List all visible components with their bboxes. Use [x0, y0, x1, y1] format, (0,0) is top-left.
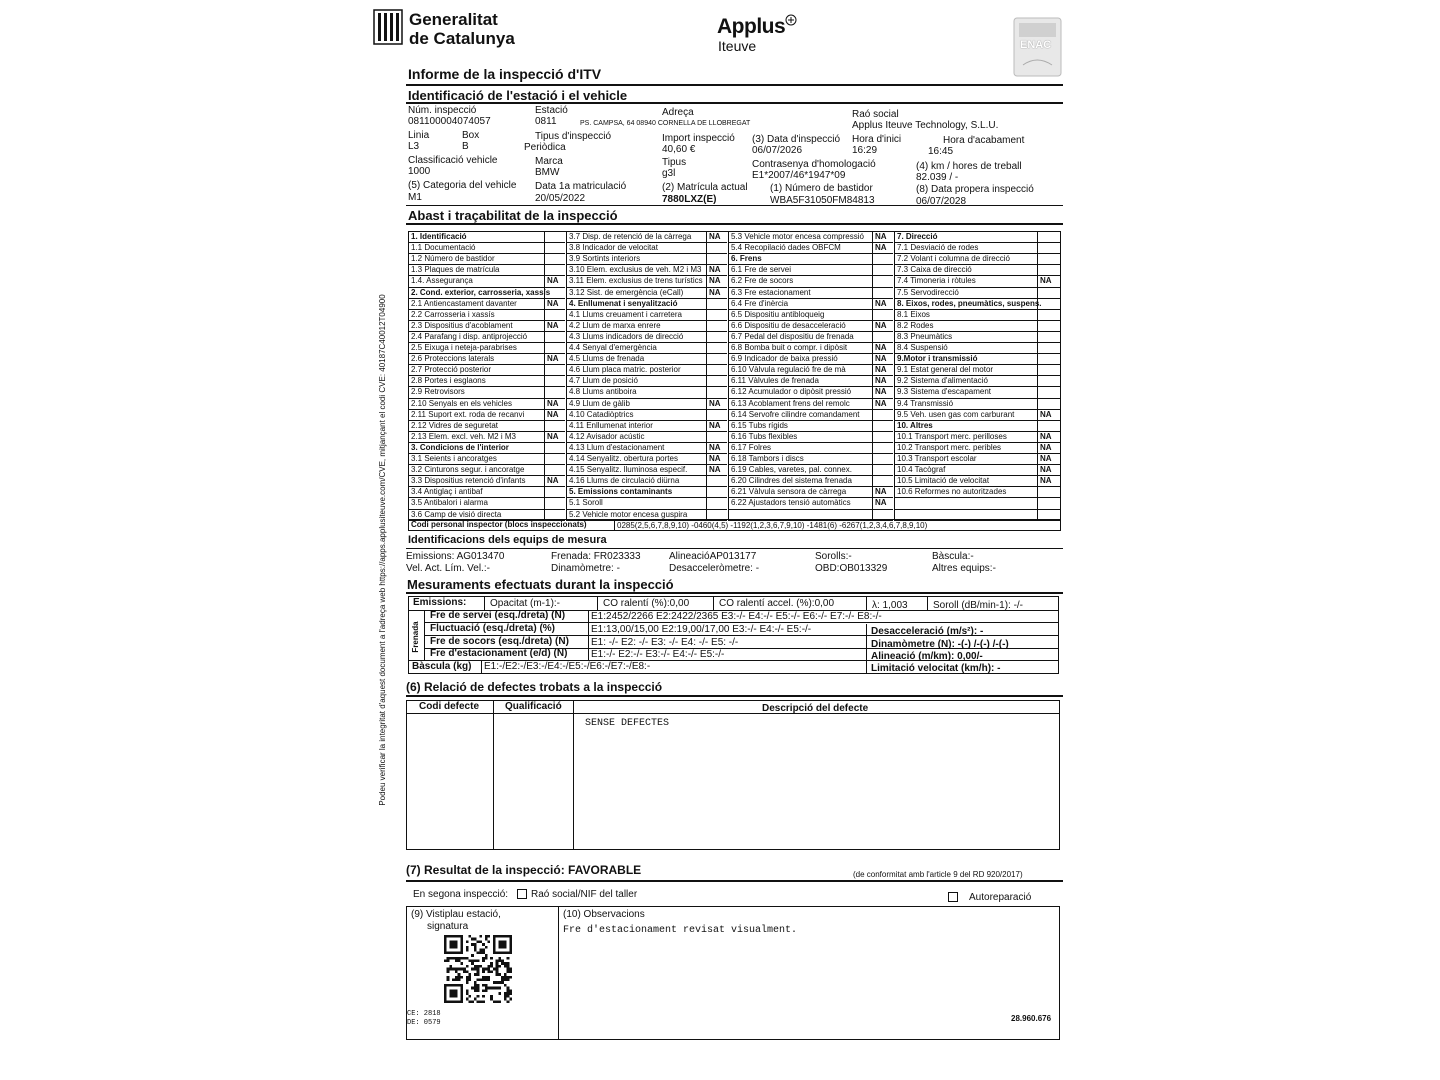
data-insp-value: 06/07/2026 [752, 145, 803, 156]
equip-entry: AlineacióAP013177 [669, 551, 757, 562]
na-mark: NA [875, 498, 887, 508]
box-label: Box [462, 130, 480, 141]
na-mark: NA [709, 420, 721, 430]
inspection-item: 3.3 Dispositius retenció d'infants [411, 476, 526, 486]
inspection-item: 2.9 Retrovisors [411, 387, 465, 397]
inspection-item: 2. Cond. exterior, carrosseria, xassís [411, 287, 551, 297]
na-mark: NA [875, 232, 887, 241]
equips-section-title: Identificacions dels equips de mesura [408, 534, 607, 546]
inspection-item: 6.6 Dispositiu de desacceleració [731, 320, 846, 330]
na-mark: NA [875, 387, 887, 397]
inspection-item: 6.2 Fre de socors [731, 276, 794, 286]
tipus-insp-value: Periòdica [524, 142, 566, 153]
inspection-item: 6.8 Bomba buit o compr. i dipòsit [731, 343, 848, 352]
inspection-item: 6.14 Servofre cilindre comandament [731, 409, 860, 419]
fre-servei-label: Fre de servei (esq./dreta) (N) [430, 610, 566, 621]
emissions-label: Emissions: [413, 597, 467, 608]
na-mark: NA [709, 442, 721, 452]
alineacio-value: Alineació (m/km): 0,00/- [871, 651, 983, 662]
inspection-item: 5.2 Vehicle motor encesa guspira [569, 509, 688, 519]
data-matric-value: 20/05/2022 [535, 193, 586, 204]
ce-code: CE: 2818 [407, 1010, 441, 1018]
na-mark: NA [875, 376, 887, 386]
na-mark: NA [709, 454, 721, 463]
inspection-item: 9.3 Sistema d'escapament [897, 387, 992, 397]
inspection-item: 6.9 Indicador de baixa pressió [731, 354, 838, 364]
page-title: Informe de la inspecció d'ITV [408, 66, 602, 82]
na-mark: NA [1040, 465, 1052, 475]
inspection-item: 2.12 Vidres de seguretat [411, 420, 499, 430]
inspection-item: 7.3 Caixa de direcció [897, 265, 972, 275]
inspection-item: 4.10 Catadiòptrics [569, 409, 634, 419]
inspection-item: 3.6 Camp de visió directa [411, 509, 502, 519]
inspection-item: 4. Enllumenat i senyalització [569, 298, 678, 308]
homolog-value: E1*2007/46*1947*09 [752, 170, 846, 181]
co-ralenti-value: CO ralentí (%):0,00 [603, 598, 690, 609]
inspection-item: 4.16 Llums de circulació diürna [569, 476, 680, 486]
document-serial: 28.960.676 [1011, 1014, 1052, 1023]
inspection-item: 6.13 Acoblament frens del remolc [731, 398, 850, 408]
col-qualificacio: Qualificació [505, 701, 562, 712]
inspection-item: 3.2 Cinturons segur. i ancoratge [411, 465, 525, 475]
inspection-item: 6.21 Vàlvula sensora de càrrega [731, 487, 847, 497]
autoreparacio-label: Autoreparació [969, 892, 1032, 903]
inspection-item: 5.1 Soroll [569, 498, 603, 508]
col-descripcio: Descripció del defecte [762, 703, 869, 714]
inspection-item: 6.16 Tubs flexibles [731, 431, 798, 441]
data-matric-label: Data 1a matriculació [535, 181, 627, 192]
enac-label: ENAC [1020, 39, 1052, 51]
equip-entry: Desacceleròmetre: - [669, 563, 760, 574]
inspection-item: 5.3 Vehicle motor encesa compressió [731, 232, 864, 241]
na-mark: NA [547, 409, 559, 419]
inspection-item: 7.2 Volant i columna de direcció [897, 254, 1010, 264]
generalitat-logo [373, 9, 403, 45]
equip-entry: Sorolls:- [815, 551, 852, 562]
km-value: 82.039 / - [916, 172, 959, 183]
adreca-value: PS. CAMPSA, 64 08940 CORNELLA DE LLOBREGAT [580, 120, 751, 127]
inspection-item: 3.7 Disp. de retenció de la càrrega [569, 232, 692, 241]
propera-label: (8) Data propera inspecció [916, 184, 1034, 195]
inspection-item: 9.2 Sistema d'alimentació [897, 376, 988, 386]
box-value: B [462, 141, 469, 152]
bascula-label: Bàscula (kg) [412, 661, 472, 672]
equip-entry: OBD:OB013329 [815, 563, 888, 574]
inspection-item: 4.6 Llum placa matric. posterior [569, 365, 681, 375]
bastidor-label: (1) Número de bastidor [770, 183, 873, 194]
inspection-item: 3.11 Elem. exclusius de trens turístics [569, 276, 703, 286]
ident-section-title: Identificació de l'estació i el vehicle [408, 88, 628, 103]
inspection-item: 4.14 Senyalitz. obertura portes [569, 454, 678, 463]
fre-socors-value: E1: -/- E2: -/- E3: -/- E4: -/- E5: -/- [591, 637, 739, 648]
vistiplau-label-2: signatura [427, 921, 469, 932]
inspection-item: 6.15 Tubs rígids [731, 420, 788, 430]
inspection-item: 3.12 Sist. de emergència (eCall) [569, 287, 684, 297]
na-mark: NA [875, 354, 887, 364]
matricula-label: (2) Matrícula actual [662, 182, 748, 193]
inspection-item: 1.1 Documentació [411, 243, 476, 253]
fluctuacio-value: E1:13,00/15,00 E2:19,00/17,00 E3:-/- E4:-/- E5:-/- [591, 624, 812, 635]
bastidor-value: WBA5F31050FM84813 [770, 195, 875, 206]
na-mark: NA [1040, 431, 1052, 441]
na-mark: NA [709, 265, 721, 275]
inspection-item: 3.8 Indicador de velocitat [569, 243, 658, 253]
inspection-item: 7.4 Timoneria i ròtules [897, 276, 976, 286]
na-mark: NA [1040, 276, 1052, 286]
segona-inspeccio-label: En segona inspecció: [413, 889, 509, 900]
defecte-descripcio: SENSE DEFECTES [585, 718, 670, 729]
hora-acab-label: Hora d'acabament [943, 135, 1025, 146]
equip-entry: Dinamòmetre: - [551, 563, 620, 574]
inspection-item: 8.2 Rodes [897, 320, 934, 330]
na-mark: NA [875, 298, 887, 308]
inspection-item: 5. Emissions contaminants [569, 487, 673, 497]
inspection-item: 2.13 Elem. excl. veh. M2 i M3 [411, 431, 516, 441]
inspection-item: 4.9 Llum de gàlib [569, 398, 630, 408]
inspection-item: 2.1 Antiencastament davanter [411, 298, 517, 308]
inspection-item: 4.8 Llums antiboira [569, 387, 637, 397]
na-mark: NA [1040, 454, 1052, 463]
inspection-item: 6.5 Dispositiu antibloqueig [731, 309, 825, 319]
inspection-item: 8.4 Suspensió [897, 343, 948, 352]
frenada-vertical-label: Frenada [411, 621, 420, 653]
import-label: Import inspecció [662, 133, 735, 144]
adreca-label: Adreça [662, 107, 694, 118]
inspection-item: 4.4 Senyal d'emergència [569, 343, 657, 352]
inspection-item: 10.5 Limitació de velocitat [897, 476, 990, 486]
inspection-item: 4.3 Llums indicadors de direcció [569, 331, 684, 341]
tipus-value: g3l [662, 168, 676, 179]
propera-value: 06/07/2028 [916, 196, 967, 207]
defectes-section-title: (6) Relació de defectes trobats a la inspecció [406, 680, 663, 694]
inspection-item: 1.3 Plaques de matrícula [411, 265, 500, 275]
num-inspeccio-value: 081100004074057 [408, 116, 491, 127]
estacio-value: 0811 [535, 116, 557, 127]
na-mark: NA [875, 320, 887, 330]
inspection-item: 2.2 Carrosseria i xassís [411, 309, 495, 319]
rao-value: Applus Iteuve Technology, S.L.U. [852, 120, 999, 131]
inspection-item: 6.10 Vàlvula regulació fre de mà [731, 365, 846, 375]
codi-inspector-label: Codi personal inspector (blocs inspeccionats) [411, 520, 587, 529]
marca-value: BMW [535, 167, 560, 178]
inspection-item: 3.4 Antiglaç i antibaf [411, 487, 483, 497]
inspection-item: 10.2 Transport merc. peribles [897, 442, 1002, 452]
inspection-item: 10.3 Transport escolar [897, 454, 977, 463]
inspection-item: 8. Eixos, rodes, pneumàtics, suspens. [897, 298, 1042, 308]
inspection-item: 6.11 Vàlvules de frenada [731, 376, 819, 386]
na-mark: NA [709, 276, 721, 286]
categoria-label: (5) Categoria del vehicle [408, 180, 517, 191]
verification-side-note: Podeu verificar la integritat d'aquest document a l'adreça web https://apps.applusiteuve.com/CVE, mitjançant el codi CVE: 40187C40012T04900 [378, 294, 387, 806]
km-label: (4) km / hores de treball [916, 161, 1022, 172]
inspection-item: 3.10 Elem. exclusius de veh. M2 i M3 [569, 265, 702, 275]
resultat-note: (de conformitat amb l'article 9 del RD 920/2017) [853, 870, 1023, 879]
applus-subbrand: Iteuve [718, 38, 757, 54]
inspection-item: 4.12 Avisador acústic [569, 431, 645, 441]
applus-plus-icon [785, 13, 797, 25]
na-mark: NA [1040, 476, 1052, 486]
inspection-item: 6.1 Fre de servei [731, 265, 792, 275]
applus-logo: Applus [717, 15, 786, 38]
inspection-item: 7.5 Servodirecció [897, 287, 959, 297]
inspection-item: 3.5 Antibalori i alarma [411, 498, 488, 508]
na-mark: NA [547, 276, 559, 286]
defectes-table [406, 700, 1060, 850]
matricula-value: 7880LXZ(E) [662, 194, 717, 205]
inspection-item: 6.19 Cables, varetes, pal. connex. [731, 465, 852, 475]
inspection-item: 2.10 Senyals en els vehicles [411, 398, 512, 408]
import-value: 40,60 € [662, 144, 696, 155]
inspection-item: 6.3 Fre estacionament [731, 287, 811, 297]
na-mark: NA [875, 243, 887, 253]
estacio-label: Estació [535, 105, 568, 116]
na-mark: NA [547, 476, 559, 486]
inspection-item: 3. Condicions de l'interior [411, 442, 509, 452]
inspection-item: 6.12 Acumulador o dipòsit pressió [731, 387, 852, 397]
inspection-item: 2.5 Eixuga i neteja-parabrises [411, 343, 517, 352]
inspection-item: 4.7 Llum de posició [569, 376, 638, 386]
rao-label: Raó social [852, 109, 899, 120]
hora-inici-value: 16:29 [852, 145, 878, 156]
taller-checkbox[interactable] [517, 889, 527, 899]
equip-entry: Emissions: AG013470 [406, 551, 505, 562]
inspection-item: 2.6 Proteccions laterals [411, 354, 495, 364]
fre-servei-value: E1:2452/2266 E2:2422/2365 E3:-/- E4:-/- E5:-/- E6:-/- E7:-/- E8:-/- [591, 611, 882, 622]
inspection-item: 2.4 Parafang i disp. antiprojecció [411, 331, 528, 341]
inspection-item: 4.11 Enllumenat interior [569, 420, 653, 430]
inspection-item: 1.2 Número de bastidor [411, 254, 495, 264]
observacions-text: Fre d'estacionament revisat visualment. [563, 925, 798, 936]
inspection-item: 10.4 Tacògraf [897, 465, 946, 475]
linia-label: Linia [408, 130, 430, 141]
inspection-item: 3.9 Sortints interiors [569, 254, 641, 264]
data-insp-label: (3) Data d'inspecció [752, 134, 841, 145]
autoreparacio-checkbox[interactable] [948, 892, 958, 902]
dinamometre-value: Dinamòmetre (N): -(-) /-(-) /-(-) [871, 639, 1009, 650]
vistiplau-label-1: (9) Vistiplau estació, [411, 909, 501, 920]
hora-acab-value: 16:45 [928, 146, 954, 157]
marca-label: Marca [535, 156, 563, 167]
na-mark: NA [547, 320, 559, 330]
inspection-item: 9.Motor i transmissió [897, 354, 978, 364]
na-mark: NA [547, 398, 559, 408]
inspection-item: 6.7 Pedal del dispositiu de frenada [731, 331, 854, 341]
bascula-value: E1:-/E2:-/E3:-/E4:-/E5:-/E6:-/E7:-/E8:- [484, 661, 651, 672]
equip-entry: Vel. Act. Lím. Vel.:- [406, 563, 490, 574]
linia-value: L3 [408, 141, 420, 152]
na-mark: NA [875, 487, 887, 497]
na-mark: NA [709, 232, 721, 241]
rao-nif-label: Raó social/NIF del taller [531, 889, 638, 900]
equip-entry: Altres equips:- [932, 563, 996, 574]
inspection-item: 7.1 Desviació de rodes [897, 243, 979, 253]
inspection-item: 2.7 Protecció posterior [411, 365, 492, 375]
co-accel-value: CO ralentí accel. (%):0,00 [719, 598, 835, 609]
inspection-item: 4.13 Llum d'estacionament [569, 442, 665, 452]
mesuraments-section-title: Mesuraments efectuats durant la inspecció [407, 577, 674, 592]
inspection-item: 2.8 Portes i esglaons [411, 376, 486, 386]
limitacio-value: Limitació velocitat (km/h): - [871, 663, 1001, 674]
soroll-value: Soroll (dB/min-1): -/- [933, 600, 1024, 611]
equip-entry: Frenada: FR023333 [551, 551, 641, 562]
enac-seal-icon [1013, 17, 1062, 77]
inspection-item: 1.4. Assegurança [411, 276, 473, 286]
na-mark: NA [875, 365, 887, 375]
inspection-item: 8.3 Pneumàtics [897, 331, 953, 341]
qr-code-icon [444, 935, 512, 1003]
inspection-item: 10. Altres [897, 420, 933, 430]
inspection-item: 9.1 Estat general del motor [897, 365, 994, 375]
na-mark: NA [709, 287, 721, 297]
classif-label: Classificació vehicle [408, 155, 498, 166]
inspection-item: 6.4 Fre d'inèrcia [731, 298, 789, 308]
na-mark: NA [709, 465, 721, 475]
classif-value: 1000 [408, 166, 431, 177]
inspection-item: 3.1 Seients i ancoratges [411, 454, 497, 463]
lambda-value: λ: 1,003 [872, 600, 908, 611]
inspection-item: 9.5 Veh. usen gas com carburant [897, 409, 1015, 419]
inspection-item: 6.22 Ajustadors tensió automàtics [731, 498, 851, 508]
na-mark: NA [875, 398, 887, 408]
desacc-value: Desacceleració (m/s²): - [871, 626, 984, 637]
categoria-value: M1 [408, 192, 422, 203]
inspection-item: 7. Direcció [897, 232, 938, 241]
tipus-label: Tipus [662, 157, 687, 168]
na-mark: NA [875, 343, 887, 352]
na-mark: NA [547, 298, 559, 308]
inspection-item: 1. Identificació [411, 232, 467, 241]
codi-inspector-value: 0285(2,5,6,7,8,9,10) -0460(4,5) -1192(1,2,3,6,7,9,10) -1481(6) -6267(1,2,3,4,6,7,8,9,10) [617, 521, 928, 530]
abast-section-title: Abast i traçabilitat de la inspecció [408, 208, 618, 223]
inspection-item: 6.17 Folres [731, 442, 772, 452]
inspection-item: 6.20 Cilindres del sistema frenada [731, 476, 852, 486]
num-inspeccio-label: Núm. inspecció [408, 105, 477, 116]
inspection-item: 4.1 Llums creuament i carretera [569, 309, 682, 319]
na-mark: NA [547, 431, 559, 441]
na-mark: NA [1040, 409, 1052, 419]
inspection-item: 4.2 Llum de marxa enrere [569, 320, 661, 330]
fluctuacio-label: Fluctuació (esq./dreta) (%) [430, 623, 556, 634]
equip-entry: Bàscula:- [932, 551, 974, 562]
hora-inici-label: Hora d'inici [852, 134, 902, 145]
na-mark: NA [709, 398, 721, 408]
inspection-item: 10.6 Reformes no autoritzades [897, 487, 1007, 497]
inspection-item: 8.1 Eixos [897, 309, 930, 319]
generalitat-name-line2: de Catalunya [409, 29, 515, 48]
inspection-item: 4.15 Senyalitz. lluminosa especif. [569, 465, 688, 475]
col-codi-defecte: Codi defecte [419, 701, 480, 712]
inspection-item: 9.4 Transmissió [897, 398, 954, 408]
opacitat-value: Opacitat (m-1):- [490, 598, 561, 609]
tipus-insp-label: Tipus d'inspecció [535, 131, 612, 142]
fre-estac-label: Fre d'estacionament (e/d) (N) [430, 648, 568, 659]
inspection-item: 2.3 Dispositius d'acoblament [411, 320, 513, 330]
observacions-label: (10) Observacions [563, 909, 645, 920]
homolog-label: Contrasenya d'homologació [752, 159, 876, 170]
inspection-item: 4.5 Llums de frenada [569, 354, 645, 364]
inspection-item: 5.4 Recopilació dades OBFCM [731, 243, 841, 253]
inspection-item: 10.1 Transport merc. perilloses [897, 431, 1007, 441]
resultat-title: (7) Resultat de la inspecció: FAVORABLE [406, 863, 642, 877]
inspection-item: 6. Frens [731, 254, 762, 264]
de-code: DE: 0579 [407, 1019, 441, 1027]
fre-socors-label: Fre de socors (esq./dreta) (N) [430, 636, 569, 647]
inspection-item: 6.18 Tambors i discs [731, 454, 804, 463]
fre-estac-value: E1:-/- E2:-/- E3:-/- E4:-/- E5:-/- [591, 649, 725, 660]
generalitat-name-line1: Generalitat [409, 10, 498, 29]
na-mark: NA [547, 354, 559, 364]
na-mark: NA [1040, 442, 1052, 452]
inspection-item: 2.11 Suport ext. roda de recanvi [411, 409, 525, 419]
